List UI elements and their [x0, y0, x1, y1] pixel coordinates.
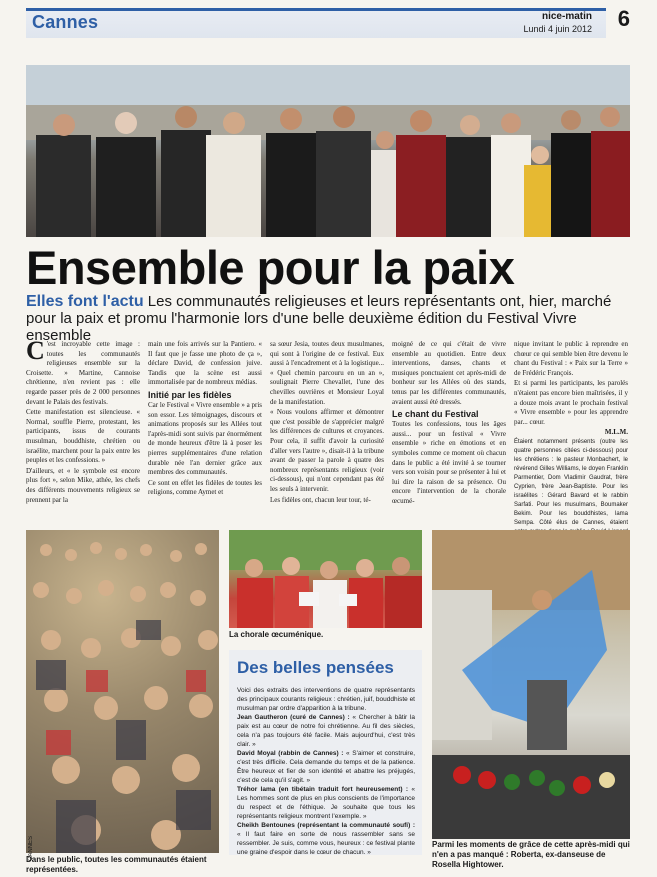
page-header: [26, 8, 630, 48]
column-4-paragraph-2: Toutes les confessions, tous les âges aussi... pour un festival « Vivre ensemble » riche en émotions et en symboles comme ce moment où chacun dans le public a été invité à se tourner vers son voisin pour se présenter à lui et lui dire la raison de sa présence. Ou encore l'intervention de la chorale œcumé-: [392, 420, 506, 505]
column-3-paragraph-1: sa sœur Jesia, toutes deux musulmanes, qui sont à l'origine de ce festival. Eux aussi à l'encadrement et à la logistique... « Quel chemin parcouru en un an », soulignait Pierre Chevallet, l'une des chevilles ouvrières et Monsieur Loyal de la manifestation.: [270, 340, 384, 406]
quote-1-text: « Chercher à bâtir la paix est au cœur de notre foi chrétienne. Au fil des siècles, cela n'a pas toujours été facile. Mais aujourd'hui, c'est très clair. »: [237, 714, 416, 748]
dancer-photo: [432, 530, 630, 839]
column-2-paragraph-2: Car le Festival « Vivre ensemble » a pris son essor. Les témoignages, discours et animations proposés sur les Allées tout l'après-midi sont suivis par énormément de monde heureux d'être là à poser les pierres supplémentaires d'une relation durable née l'an dernier grâce aux membres des communautés.: [148, 400, 262, 477]
chorale-photo-illustration: [229, 530, 422, 628]
header-band: [26, 8, 606, 38]
column-3-paragraph-3: Les fidèles ont, chacun leur tour, té-: [270, 495, 371, 504]
column-1-paragraph-3: D'ailleurs, et « le symbole est encore plus fort », selon Mike, athée, les chefs des différents mouvements religieux se prennent par la: [26, 466, 140, 504]
column-2-paragraph-3: Ce sont en effet les fidèles de toutes les religions, comme Aymet et: [148, 478, 262, 497]
section-title: Cannes: [32, 12, 99, 32]
kicker: [26, 293, 630, 344]
crowd-photo-illustration: [26, 530, 219, 853]
subheading-initie: Initié par les fidèles: [148, 389, 232, 400]
quotes-box: [229, 650, 422, 855]
kicker-text: Les communautés religieuses et leurs représentants ont, hier, marché pour la paix et promu l'harmonie lors d'une belle deuxième édition du Festival Vivre ensemble: [26, 293, 612, 344]
article-column-1: [26, 336, 140, 506]
column-2-paragraph-1: main une fois arrivés sur la Pantiero. « Il faut que je fasse une photo de ça », déclare David, de confession juive. Tandis que la scène est aussi immortalisée par de nombreux médias.: [148, 340, 262, 387]
crowd-photo: [26, 530, 219, 853]
quotes-box-body: [237, 686, 415, 857]
group-photo-illustration: [26, 65, 630, 237]
attendee-credits: Étaient notamment présents (outre les quatre personnes citées ci-dessous) pour les chrétiens : le pasteur Monbachert, le révérend Gilles Williams, le doyen Franklin Parmentier, Dom Vladimir Gaudrat, frère Cyprien, frère Jean-Baptiste. Pour les israélites : Gérard Bavard et le rabbin Sarfati. Pour les musulmans, Boumaker Bekim. Pour les bouddhistes, lama Sempa. Côté élus de Cannes, étaient: [514, 438, 628, 526]
chorale-caption: La chorale œcuménique.: [229, 630, 324, 639]
quotes-intro: Voici des extraits des interventions de quatre représentants des principaux courants religieux : chrétien, juif, bouddhiste et musulman par ordre d'apparition à la tribune.: [237, 687, 415, 712]
author-signature: M.L.M.: [604, 428, 628, 437]
column-1-paragraph-1: 'est incroyable cette image : toutes les communautés religieuses ensemble sur la Croisette. » Martine, Cannoise chrétienne, n'en revient pas : elle regarde passer près de 2 000 personnes devant le Palais des festivals.: [26, 340, 140, 406]
headline: Ensemble pour la paix: [26, 241, 515, 294]
column-5-paragraph-1: nique invitant le public à reprendre en chœur ce qui semble bien être devenu le chant du Festival : « Paix sur la Terre » de Frédéric François.: [514, 340, 628, 377]
edition-mark: CANNES: [28, 836, 34, 862]
column-3-paragraph-2: « Nous voulons affirmer et démontrer que c'est possible de s'apprécier malgré les différences de cultures et croyances. Pour cela, il suffit d'avoir la curiosité d'aller vers l'autre », disait-il à la tribune avant de passer la parole à quatre des nombreux représentants religieux (voir ci-dessous), qui n'ont cependant pas été les seuls à intervenir.: [270, 408, 384, 493]
dancer-caption: Parmi les moments de grâce de cette après-midi qui n'en a pas manqué : Roberta, ex-danseuse de Rosella Hightower.: [432, 840, 630, 869]
column-4-paragraph-1: moigné de ce qui c'était de vivre ensemble au quotidien. Entre deux interventions, danses, chants et musiques ponctuaient cet après-midi de bonheur sur les Allées où des stands, tenus par les différentes communautés, avaient aussi été dressés.: [392, 340, 506, 406]
article-column-5: [514, 340, 628, 547]
article-column-4: [392, 340, 506, 508]
quote-3-text: « Les hommes sont de plus en plus conscients de l'importance du respect et de l'éthique. Je souhaite que tous les représentants religieux montrent l'exemple. »: [237, 786, 416, 820]
drop-cap: C: [26, 336, 45, 365]
group-photo: [26, 65, 630, 237]
column-1-paragraph-2: Cette manifestation est silencieuse. « Normal, souffle Pierre, protestant, les participants, issus de courants musulman, bouddhiste, chrétien ou israélite, marchent pour la paix entre les peuples et les confessions. »: [26, 408, 140, 465]
quotes-box-title: Des belles pensées: [237, 658, 394, 677]
newspaper-name: nice-matin: [541, 11, 592, 22]
column-5-paragraph-2: Et si parmi les participants, les parolés n'étaient pas encore bien maîtrisées, il y a douze mois avant le prochain festival « Vivre ensemble » pour les apprendre par... cœur.: [514, 379, 628, 426]
quote-2-speaker: David Moyal (rabbin de Cannes) :: [237, 750, 344, 757]
quote-3-speaker: Tréhor lama (en tibétain traduit fort heureusement) :: [237, 786, 409, 793]
article-column-3: [270, 340, 384, 506]
page-number: 6: [617, 6, 630, 31]
kicker-label: Elles font l'actu: [26, 293, 144, 310]
chorale-photo: [229, 530, 422, 628]
issue-date: Lundi 4 juin 2012: [523, 24, 592, 34]
subheading-chant: Le chant du Festival: [392, 409, 479, 420]
crowd-caption: Dans le public, toutes les communautés étaient représentées.: [26, 855, 207, 874]
quote-2-text: « S'aimer et construire, c'est très difficile. Cela demande du temps et de la patience. Être heureux et fier de son identité et abattre les préjugés, c'est de cela qu'il s'agit. »: [237, 750, 415, 784]
article-column-2: [148, 340, 262, 499]
quote-4-speaker: Cheikh Bentounes (représentant la communauté soufi) :: [237, 822, 415, 829]
quote-4-text: « Il faut faire en sorte de nous rassembler sans se ressembler. Je suis, comme vous, heureux : ce festival plante une graine d'espoir dans le cœur de chacun. »: [237, 831, 415, 856]
dancer-photo-illustration: [432, 530, 630, 839]
quote-1-speaker: Jean Gautheron (curé de Cannes) :: [237, 714, 350, 721]
